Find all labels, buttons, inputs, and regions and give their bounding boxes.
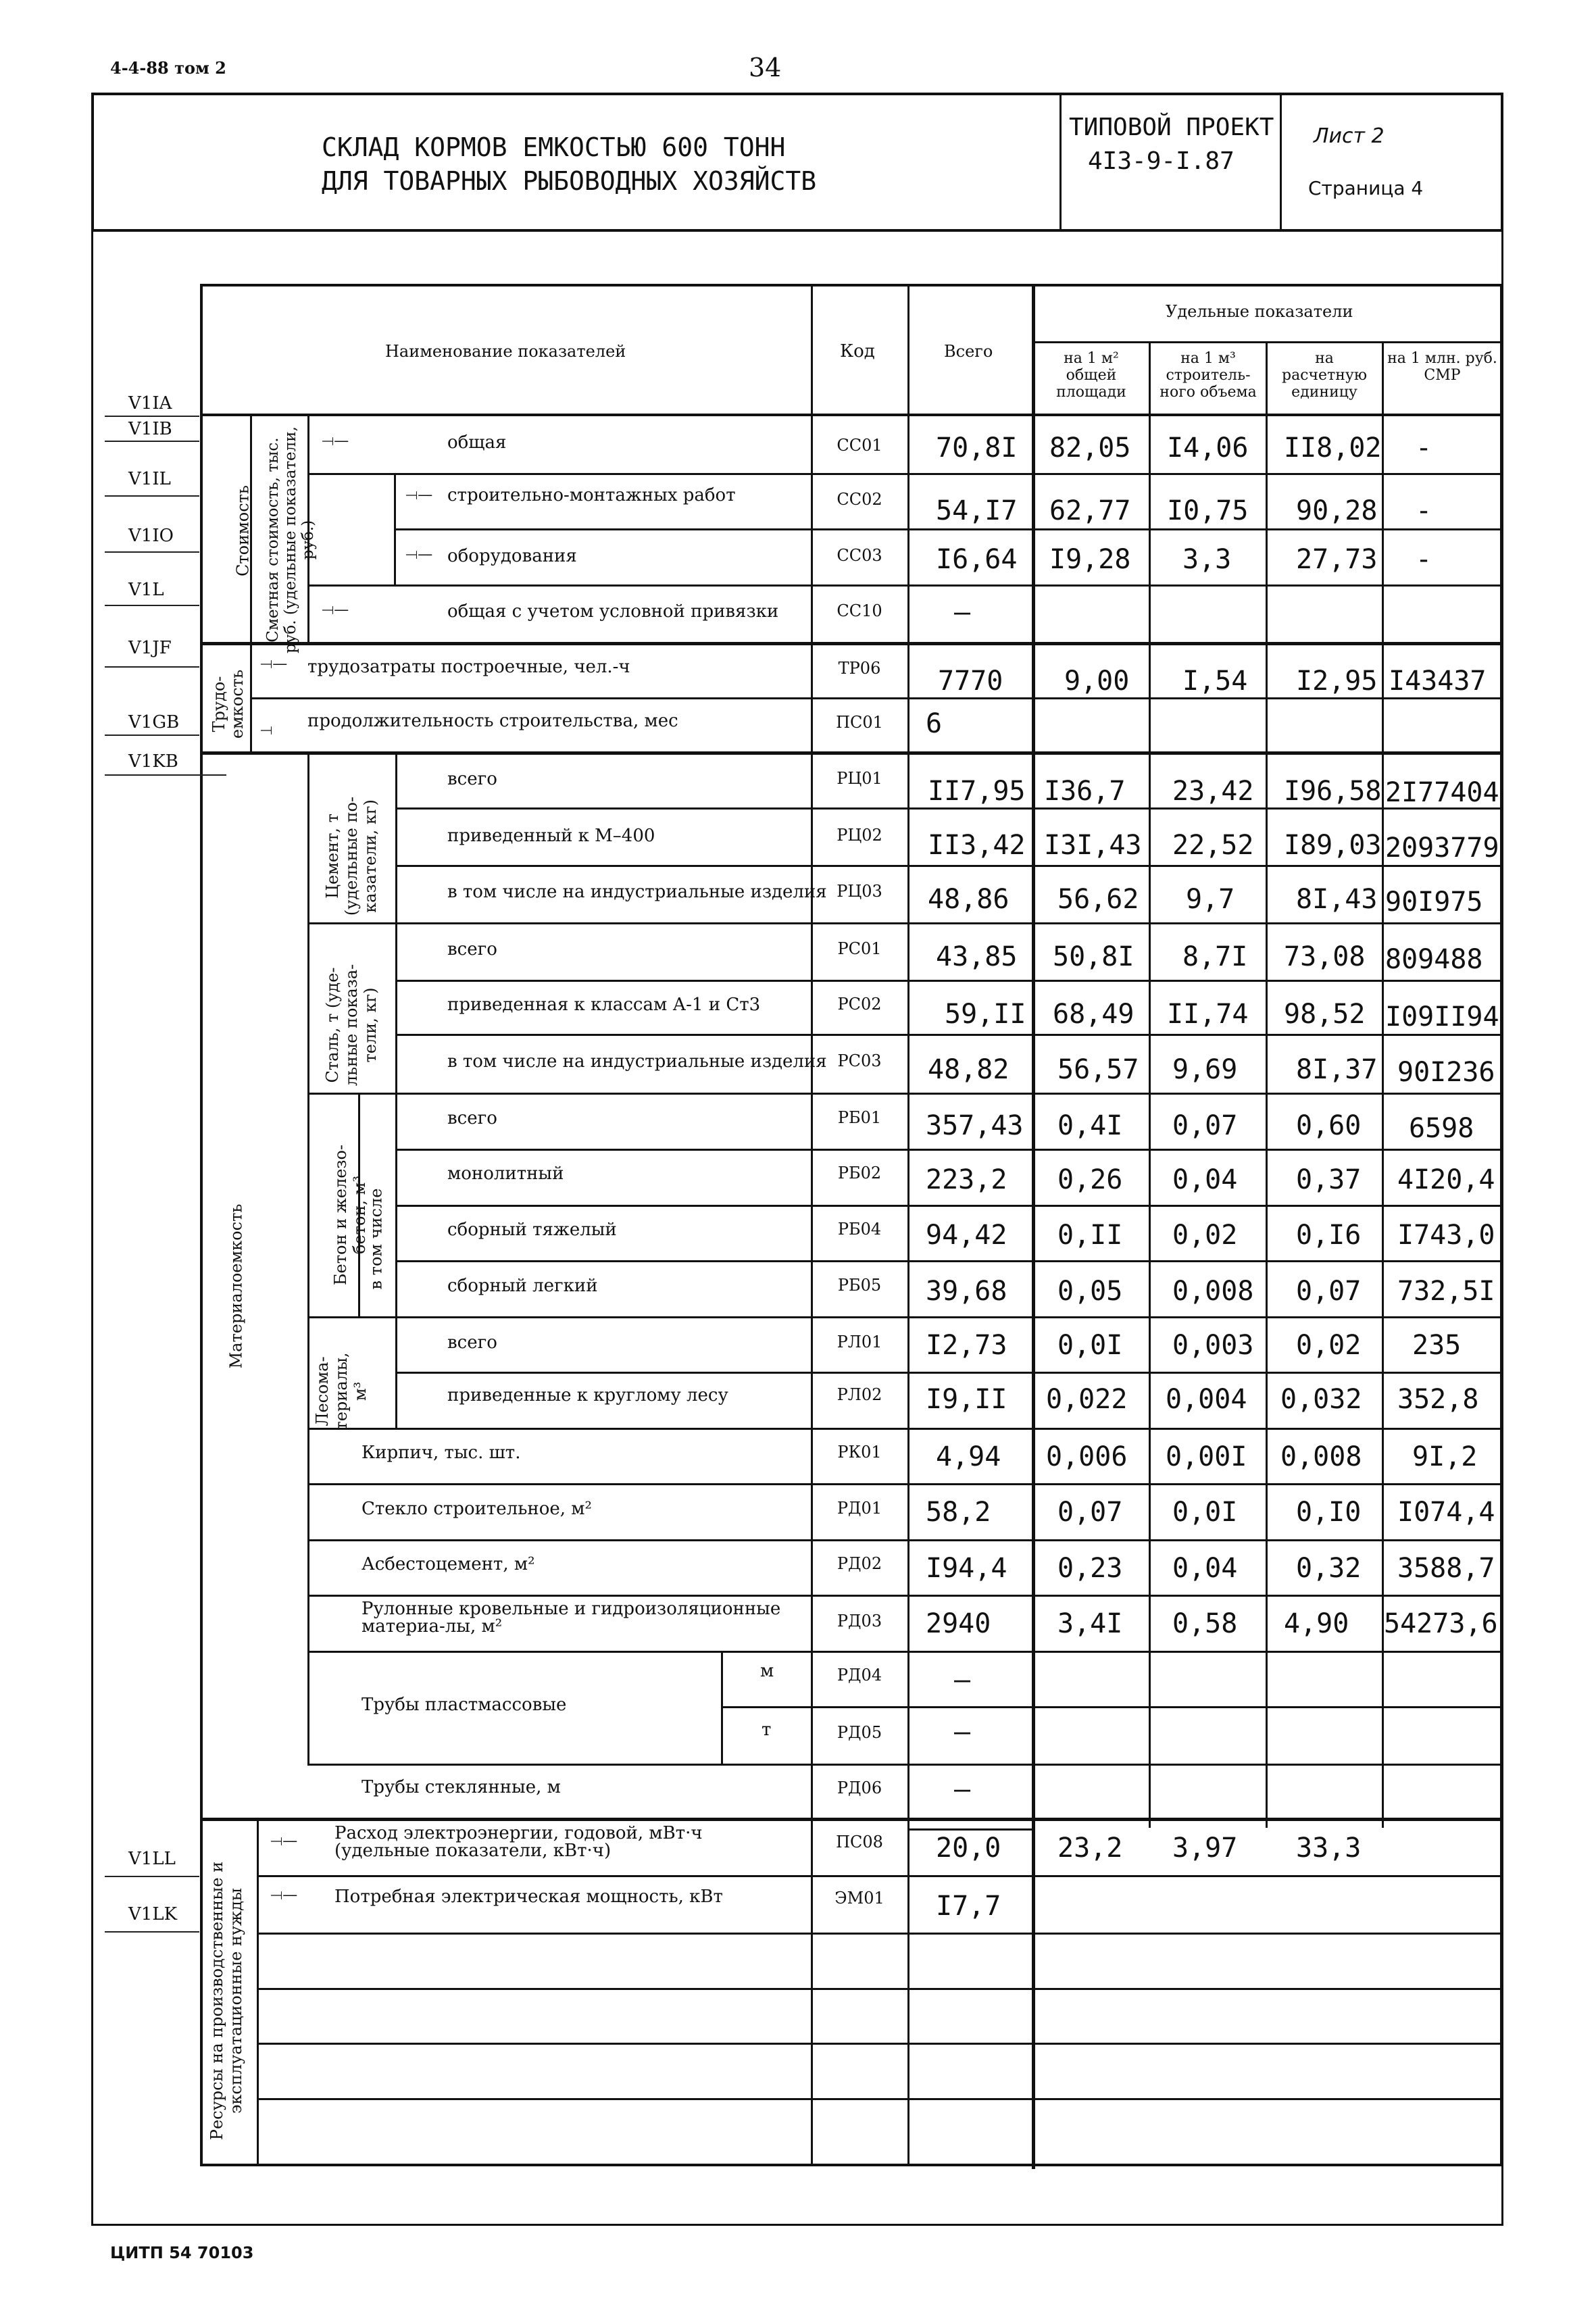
cell-total: II7,95 bbox=[928, 776, 1026, 807]
group-cost: Стоимость bbox=[233, 485, 253, 576]
doc-ref: 4-4-88 том 2 bbox=[110, 58, 226, 78]
row-code: ПС01 bbox=[836, 713, 883, 732]
row-code: РЛ01 bbox=[837, 1333, 882, 1351]
row-code: РБ01 bbox=[837, 1108, 882, 1127]
cell-per-unit: II8,02 bbox=[1284, 432, 1382, 464]
side-code: V1IA bbox=[128, 393, 172, 414]
project-code: 4I3-9-I.87 bbox=[1088, 147, 1235, 175]
cell-per-area: 0,23 bbox=[1057, 1553, 1123, 1584]
cell-per-volume: 0,0I bbox=[1172, 1497, 1238, 1528]
cell-per-unit: 0,02 bbox=[1296, 1330, 1362, 1361]
cell-per-unit: 90,28 bbox=[1296, 495, 1378, 526]
cell-total: – bbox=[954, 1664, 971, 1695]
cell-per-unit: 8I,43 bbox=[1296, 884, 1378, 915]
arrow-icon: ⟞— bbox=[260, 655, 288, 672]
cell-per-unit: 27,73 bbox=[1296, 544, 1378, 575]
cell-per-area: 23,2 bbox=[1057, 1833, 1123, 1864]
cell-per-volume: 3,97 bbox=[1172, 1833, 1238, 1864]
cell-per-volume: 3,3 bbox=[1182, 544, 1232, 575]
col-code-header: Код bbox=[840, 341, 875, 362]
row-name: монолитный bbox=[447, 1164, 564, 1184]
cell-per-unit: 0,032 bbox=[1280, 1384, 1362, 1415]
cell-per-million: 2093779 bbox=[1385, 832, 1499, 864]
row-code: СС02 bbox=[837, 490, 882, 509]
row-code: РД03 bbox=[837, 1612, 882, 1631]
row-name: Кирпич, тыс. шт. bbox=[361, 1443, 521, 1463]
cell-total: 58,2 bbox=[926, 1497, 991, 1528]
cell-per-area: I9,28 bbox=[1049, 544, 1131, 575]
row-name: всего bbox=[447, 769, 497, 789]
side-code: V1JF bbox=[128, 638, 172, 658]
row-name: общая с учетом условной привязки bbox=[447, 601, 779, 622]
cell-per-million: 4I20,4 bbox=[1397, 1164, 1495, 1195]
cell-total: 39,68 bbox=[926, 1276, 1007, 1307]
cell-per-area: 0,0I bbox=[1057, 1330, 1123, 1361]
group-cost-sub: Сметная стоимость, тыс. руб. (удельные показатели, руб.) bbox=[264, 426, 317, 653]
arrow-icon: ⟞ bbox=[260, 722, 273, 739]
cell-per-million: 3588,7 bbox=[1397, 1553, 1495, 1584]
cell-total: I2,73 bbox=[926, 1330, 1007, 1361]
row-code: СС01 bbox=[837, 436, 882, 455]
row-name: всего bbox=[447, 939, 497, 960]
cell-per-million: - bbox=[1416, 432, 1432, 464]
cell-per-unit: 0,60 bbox=[1296, 1110, 1362, 1141]
row-code: РД04 bbox=[837, 1666, 882, 1685]
cell-total: 48,82 bbox=[928, 1054, 1009, 1085]
cell-per-area: 50,8I bbox=[1053, 941, 1134, 972]
footer-code: ЦИТП 54 70103 bbox=[110, 2243, 254, 2262]
arrow-icon: ⟞— bbox=[270, 1887, 298, 1903]
arrow-icon: ⟞— bbox=[270, 1833, 298, 1849]
cell-per-volume: I0,75 bbox=[1167, 495, 1249, 526]
row-code: РБ02 bbox=[837, 1164, 882, 1183]
cell-per-area: 82,05 bbox=[1049, 432, 1131, 464]
side-code: V1IO bbox=[128, 526, 174, 546]
cell-total: 20,0 bbox=[936, 1833, 1001, 1864]
side-code: V1IL bbox=[128, 469, 171, 489]
row-name: строительно-монтажных работ bbox=[447, 485, 736, 505]
cell-per-million: 2I77404 bbox=[1385, 777, 1499, 808]
row-code: ЭМ01 bbox=[834, 1889, 884, 1908]
side-code: V1IB bbox=[128, 419, 172, 439]
cell-per-area: I36,7 bbox=[1044, 776, 1126, 807]
row-code: РЛ02 bbox=[837, 1385, 882, 1404]
unit-label: м bbox=[760, 1661, 774, 1681]
col-per-unit: на расчетную единицу bbox=[1281, 350, 1368, 401]
row-name: приведенная к классам А-1 и Ст3 bbox=[447, 995, 761, 1015]
cell-total: – bbox=[954, 597, 971, 628]
cell-per-million: I09II94 bbox=[1385, 1001, 1499, 1032]
cell-per-million: 809488 bbox=[1385, 944, 1483, 975]
cell-per-area: 0,II bbox=[1057, 1220, 1123, 1251]
group-labor: Трудо-емкость bbox=[209, 669, 247, 739]
cell-per-million: - bbox=[1416, 495, 1432, 526]
page-number: 34 bbox=[749, 53, 782, 82]
cell-per-unit: 73,08 bbox=[1284, 941, 1366, 972]
cell-per-area: 62,77 bbox=[1049, 495, 1131, 526]
col-total-header: Всего bbox=[944, 342, 993, 361]
cell-total: I94,4 bbox=[926, 1553, 1007, 1584]
cell-per-million: I074,4 bbox=[1397, 1497, 1495, 1528]
cell-per-unit: 4,90 bbox=[1284, 1608, 1349, 1639]
cell-total: 54,I7 bbox=[936, 495, 1018, 526]
cell-total: I7,7 bbox=[936, 1891, 1001, 1922]
side-code: V1L bbox=[128, 580, 164, 600]
row-code: РС03 bbox=[837, 1051, 882, 1070]
cell-per-million: 54273,6 bbox=[1384, 1608, 1498, 1639]
title-line-1: СКЛАД КОРМОВ ЕМКОСТЬЮ 600 ТОНН bbox=[322, 132, 786, 162]
row-name: Асбестоцемент, м² bbox=[361, 1554, 535, 1574]
cell-per-area: 56,62 bbox=[1057, 884, 1139, 915]
row-code: ТР06 bbox=[838, 659, 881, 678]
cell-per-area: 0,26 bbox=[1057, 1164, 1123, 1195]
cell-per-million: 90I975 bbox=[1385, 887, 1483, 918]
group-cement: Цемент, т (удельные по-казатели, кг) bbox=[323, 796, 380, 916]
cell-per-area: 0,4I bbox=[1057, 1110, 1123, 1141]
project-label: ТИПОВОЙ ПРОЕКТ bbox=[1069, 114, 1274, 141]
arrow-icon: ⟞— bbox=[405, 546, 433, 563]
row-name: в том числе на индустриальные изделия bbox=[447, 1051, 827, 1072]
cell-per-area: I3I,43 bbox=[1044, 830, 1142, 861]
cell-per-volume: I,54 bbox=[1182, 666, 1248, 697]
title-block bbox=[91, 93, 1503, 232]
group-timber: Лесома-териалы, м³ bbox=[313, 1352, 370, 1430]
cell-per-million: I43437 bbox=[1389, 666, 1487, 697]
col-per-area: на 1 м² общей площади bbox=[1056, 350, 1126, 401]
side-code: V1LK bbox=[128, 1904, 178, 1924]
cell-total: 48,86 bbox=[928, 884, 1009, 915]
row-code: РК01 bbox=[837, 1443, 882, 1462]
row-name: приведенный к М–400 bbox=[447, 826, 655, 846]
row-code: СС03 bbox=[837, 546, 882, 565]
row-name: Трубы пластмассовые bbox=[361, 1695, 567, 1715]
row-code: РД02 bbox=[837, 1554, 882, 1573]
cell-per-volume: 0,00I bbox=[1166, 1441, 1247, 1472]
cell-per-million: 352,8 bbox=[1397, 1384, 1479, 1415]
row-code: СС10 bbox=[837, 601, 882, 620]
cell-total: 4,94 bbox=[936, 1441, 1001, 1472]
cell-total: – bbox=[954, 1716, 971, 1747]
cell-per-area: 68,49 bbox=[1053, 999, 1134, 1030]
cell-per-unit: 0,37 bbox=[1296, 1164, 1362, 1195]
col-name-header: Наименование показателей bbox=[385, 342, 626, 361]
cell-total: 43,85 bbox=[936, 941, 1018, 972]
row-name: оборудования bbox=[447, 546, 577, 566]
row-code: РД05 bbox=[837, 1723, 882, 1742]
row-code: РД01 bbox=[837, 1499, 882, 1518]
row-code: ПС08 bbox=[836, 1833, 883, 1851]
cell-per-volume: I4,06 bbox=[1167, 432, 1249, 464]
row-code: РС01 bbox=[837, 939, 882, 958]
row-name: общая bbox=[447, 432, 507, 453]
cell-per-volume: 0,58 bbox=[1172, 1608, 1238, 1639]
cell-total: II3,42 bbox=[928, 830, 1026, 861]
title-line-2: ДЛЯ ТОВАРНЫХ РЫБОВОДНЫХ ХОЗЯЙСТВ bbox=[322, 166, 817, 196]
row-name: трудозатраты построечные, чел.-ч bbox=[307, 657, 630, 677]
unit-label: т bbox=[762, 1720, 772, 1740]
arrow-icon: ⟞— bbox=[322, 601, 349, 618]
cell-per-area: 3,4I bbox=[1057, 1608, 1123, 1639]
row-code: РБ05 bbox=[837, 1276, 882, 1295]
group-concrete: Бетон и железо-бетон, м³ bbox=[331, 1144, 369, 1286]
cell-per-million: - bbox=[1416, 544, 1432, 575]
cell-total: 223,2 bbox=[926, 1164, 1007, 1195]
col-per-volume: на 1 м³ строитель-ного объема bbox=[1159, 350, 1257, 401]
cell-total: 7770 bbox=[938, 666, 1003, 697]
cell-per-unit: I89,03 bbox=[1284, 830, 1382, 861]
cell-per-volume: 22,52 bbox=[1172, 830, 1254, 861]
group-materials: Материалоемкость bbox=[226, 1203, 246, 1369]
col-per-million: на 1 млн. руб. СМР bbox=[1387, 350, 1497, 384]
row-code: РЦ02 bbox=[837, 826, 882, 845]
cell-per-volume: 0,04 bbox=[1172, 1164, 1238, 1195]
row-name: Трубы стеклянные, м bbox=[361, 1777, 561, 1797]
sheet-label: Лист 2 bbox=[1314, 124, 1385, 148]
row-name: в том числе на индустриальные изделия bbox=[447, 882, 827, 902]
row-name: всего bbox=[447, 1108, 497, 1128]
cell-per-unit: 0,07 bbox=[1296, 1276, 1362, 1307]
cell-total: 6 bbox=[926, 708, 943, 739]
cell-per-million: I743,0 bbox=[1397, 1220, 1495, 1251]
cell-per-unit: 0,I6 bbox=[1296, 1220, 1362, 1251]
cell-per-volume: 9,7 bbox=[1186, 884, 1235, 915]
cell-per-volume: 0,02 bbox=[1172, 1220, 1238, 1251]
cell-per-area: 0,05 bbox=[1057, 1276, 1123, 1307]
row-name: всего bbox=[447, 1333, 497, 1353]
cell-per-unit: 0,32 bbox=[1296, 1553, 1362, 1584]
page-label: Страница 4 bbox=[1308, 177, 1424, 199]
group-incl: в том числе bbox=[366, 1188, 386, 1290]
cell-per-million: 90I236 bbox=[1397, 1057, 1495, 1088]
cell-per-volume: 0,07 bbox=[1172, 1110, 1238, 1141]
cell-per-million: 732,5I bbox=[1397, 1276, 1495, 1307]
cell-total: – bbox=[954, 1774, 971, 1805]
cell-per-million: 9I,2 bbox=[1412, 1441, 1478, 1472]
cell-per-area: 0,006 bbox=[1046, 1441, 1128, 1472]
cell-per-volume: II,74 bbox=[1167, 999, 1249, 1030]
row-name: приведенные к круглому лесу bbox=[447, 1385, 728, 1405]
cell-per-million: 6598 bbox=[1409, 1113, 1474, 1144]
cell-per-unit: 0,I0 bbox=[1296, 1497, 1362, 1528]
side-code: V1LL bbox=[128, 1849, 176, 1869]
side-code: V1KB bbox=[128, 751, 178, 772]
cell-per-area: 56,57 bbox=[1057, 1054, 1139, 1085]
cell-per-volume: 8,7I bbox=[1182, 941, 1248, 972]
specific-header: Удельные показатели bbox=[1166, 302, 1353, 321]
row-code: РЦ03 bbox=[837, 882, 882, 901]
row-name: сборный тяжелый bbox=[447, 1220, 617, 1240]
arrow-icon: ⟞— bbox=[322, 432, 349, 449]
group-resources: Ресурсы на производственные и эксплуатационные нужды bbox=[207, 1861, 245, 2141]
row-code: РЦ01 bbox=[837, 769, 882, 788]
cell-per-volume: 23,42 bbox=[1172, 776, 1254, 807]
row-name: Расход электроэнергии, годовой, мВт·ч (удельные показатели, кВт·ч) bbox=[334, 1823, 703, 1861]
row-name: продолжительность строительства, мес bbox=[307, 711, 678, 731]
row-name: сборный легкий bbox=[447, 1276, 598, 1296]
row-code: РД06 bbox=[837, 1778, 882, 1797]
arrow-icon: ⟞— bbox=[405, 487, 433, 503]
cell-per-unit: 98,52 bbox=[1284, 999, 1366, 1030]
row-code: РБ04 bbox=[837, 1220, 882, 1239]
cell-per-volume: 0,008 bbox=[1172, 1276, 1254, 1307]
row-name: Рулонные кровельные и гидроизоляционные материа-лы, м² bbox=[361, 1599, 781, 1637]
cell-per-million: 235 bbox=[1412, 1330, 1462, 1361]
cell-total: 70,8I bbox=[936, 432, 1018, 464]
cell-per-unit: I96,58 bbox=[1284, 776, 1382, 807]
cell-per-unit: 0,008 bbox=[1280, 1441, 1362, 1472]
cell-total: 59,II bbox=[945, 999, 1026, 1030]
cell-per-volume: 0,003 bbox=[1172, 1330, 1254, 1361]
cell-per-unit: 33,3 bbox=[1296, 1833, 1362, 1864]
cell-per-area: 9,00 bbox=[1064, 666, 1130, 697]
cell-per-volume: 0,004 bbox=[1166, 1384, 1247, 1415]
cell-total: I9,II bbox=[926, 1384, 1007, 1415]
cell-per-unit: 8I,37 bbox=[1296, 1054, 1378, 1085]
side-code: V1GB bbox=[128, 712, 180, 732]
group-steel: Сталь, т (уде-льные показа-тели, кг) bbox=[323, 964, 380, 1087]
row-name: Потребная электрическая мощность, кВт bbox=[334, 1887, 723, 1907]
cell-total: I6,64 bbox=[936, 544, 1018, 575]
cell-per-unit: I2,95 bbox=[1296, 666, 1378, 697]
cell-total: 94,42 bbox=[926, 1220, 1007, 1251]
cell-per-area: 0,022 bbox=[1046, 1384, 1128, 1415]
cell-per-area: 0,07 bbox=[1057, 1497, 1123, 1528]
row-name: Стекло строительное, м² bbox=[361, 1499, 592, 1519]
cell-per-volume: 0,04 bbox=[1172, 1553, 1238, 1584]
cell-per-volume: 9,69 bbox=[1172, 1054, 1238, 1085]
row-code: РС02 bbox=[837, 995, 882, 1014]
cell-total: 2940 bbox=[926, 1608, 991, 1639]
cell-total: 357,43 bbox=[926, 1110, 1024, 1141]
